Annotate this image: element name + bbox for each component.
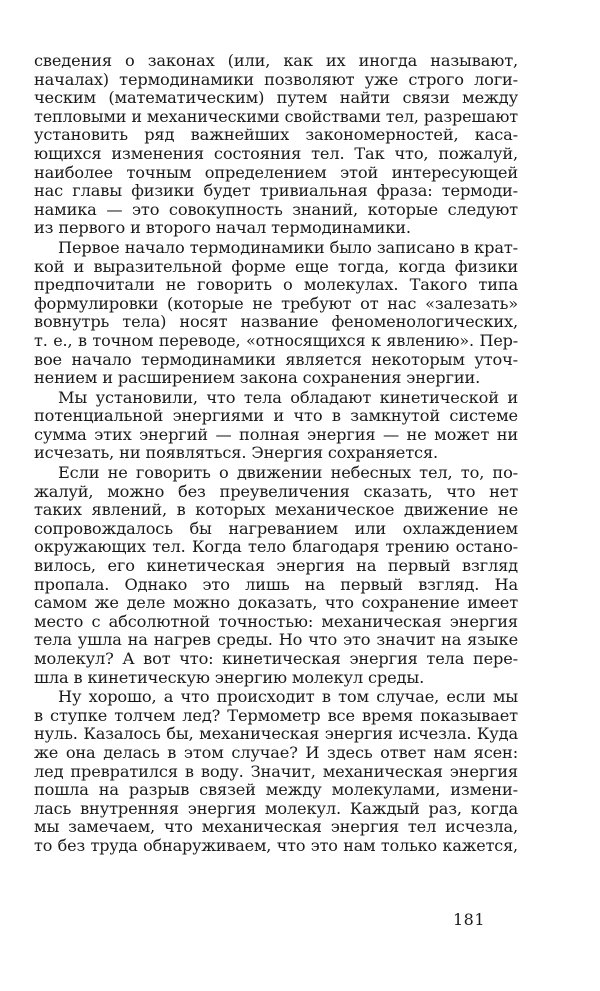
- text-line: самом же деле можно доказать, что сохранение имеет: [34, 593, 518, 613]
- text-line: из первого и второго начал термодинамики.: [34, 218, 411, 238]
- text-line: пропала. Однако это лишь на первый взгляд. На: [34, 574, 518, 594]
- page-body: [34, 52, 518, 856]
- text-line: нением и расширением закона сохранения энергии.: [34, 368, 481, 388]
- text-line: таких явлений, в которых механическое движение не: [34, 500, 518, 520]
- text-line: вилось, его кинетическая энергия на первый взгляд: [34, 556, 518, 576]
- text-line: лед превратился в воду. Значит, механическая энергия: [34, 761, 518, 781]
- text-line: ческим (математическим) путем найти связи между: [34, 88, 518, 108]
- paragraph-2: [34, 239, 518, 388]
- text-line: место с абсолютной точностью: механическая энергия: [34, 611, 518, 631]
- text-line: ющихся изменения состояния тел. Так что, пожалуй,: [34, 143, 518, 163]
- text-line: предпочитали не говорить о молекулах. Такого типа: [34, 275, 518, 295]
- text-line: исчезать, ни появляться. Энергия сохраняется.: [34, 443, 439, 463]
- text-line: окружающих тел. Когда тело благодаря трению остано-: [34, 537, 518, 557]
- paragraph-4: [34, 464, 518, 687]
- text-line: в ступке толчем лед? Термометр все время показывает: [34, 705, 518, 725]
- text-line: вовнутрь тела) носят название феноменологических,: [34, 312, 518, 332]
- text-line: мы замечаем, что механическая энергия тел исчезла,: [34, 817, 518, 837]
- text-line: формулировки (которые не требуют от нас «залезать»: [34, 293, 518, 313]
- text-line: сумма этих энергий — полная энергия — не может ни: [34, 424, 518, 444]
- text-line: нуль. Казалось бы, механическая энергия исчезла. Куда: [34, 724, 518, 744]
- text-line: Если не говорить о движении небесных тел, то, по-: [58, 463, 518, 483]
- text-line: кой и выразительной форме еще тогда, когда физики: [34, 256, 518, 276]
- paragraph-1: [34, 52, 518, 238]
- paragraph-5: [34, 688, 518, 855]
- text-line: т. е., в точном переводе, «относящихся к явлению». Пер-: [34, 330, 518, 350]
- text-line: наиболее точным определением этой интересующей: [34, 162, 518, 182]
- text-line: тепловыми и механическими свойствами тел, разрешают: [34, 106, 518, 126]
- paragraph-3: [34, 389, 518, 463]
- text-line: сведения о законах (или, как их иногда называют,: [34, 51, 518, 70]
- text-line: Мы установили, что тела обладают кинетической и: [58, 387, 518, 407]
- text-line: установить ряд важнейших закономерностей, каса-: [34, 125, 518, 145]
- text-line: Первое начало термодинамики было записано в крат-: [58, 237, 518, 257]
- text-line: молекул? А вот что: кинетическая энергия тела пере-: [34, 649, 518, 668]
- text-line: же она делась в этом случае? И здесь ответ нам ясен:: [34, 742, 518, 762]
- text-line: пошла на разрыв связей между молекулами, измени-: [34, 780, 518, 800]
- text-line: потенциальной энергиями и что в замкнутой системе: [34, 406, 518, 426]
- text-line: сопровождалось бы нагреванием или охлаждением: [34, 518, 518, 538]
- text-line: жалуй, можно без преувеличения сказать, что нет: [34, 481, 518, 501]
- text-line: намика — это совокупность знаний, которые следуют: [34, 199, 518, 219]
- text-line: тела ушла на нагрев среды. Но что это значит на языке: [34, 630, 518, 650]
- text-line: вое начало термодинамики является некоторым уточ-: [34, 349, 518, 369]
- text-line: нас главы физики будет тривиальная фраза: термоди-: [34, 181, 518, 201]
- text-line: началах) термодинамики позволяют уже строго логи-: [34, 69, 518, 89]
- text-line: шла в кинетическую энергию молекул среды.: [34, 667, 425, 687]
- text-line: лась внутренняя энергия молекул. Каждый раз, когда: [34, 798, 518, 818]
- text-line: то без труда обнаруживаем, что это нам только кажется,: [34, 835, 518, 855]
- page-number: 181: [453, 910, 486, 929]
- text-line: Ну хорошо, а что происходит в том случае, если мы: [58, 687, 518, 707]
